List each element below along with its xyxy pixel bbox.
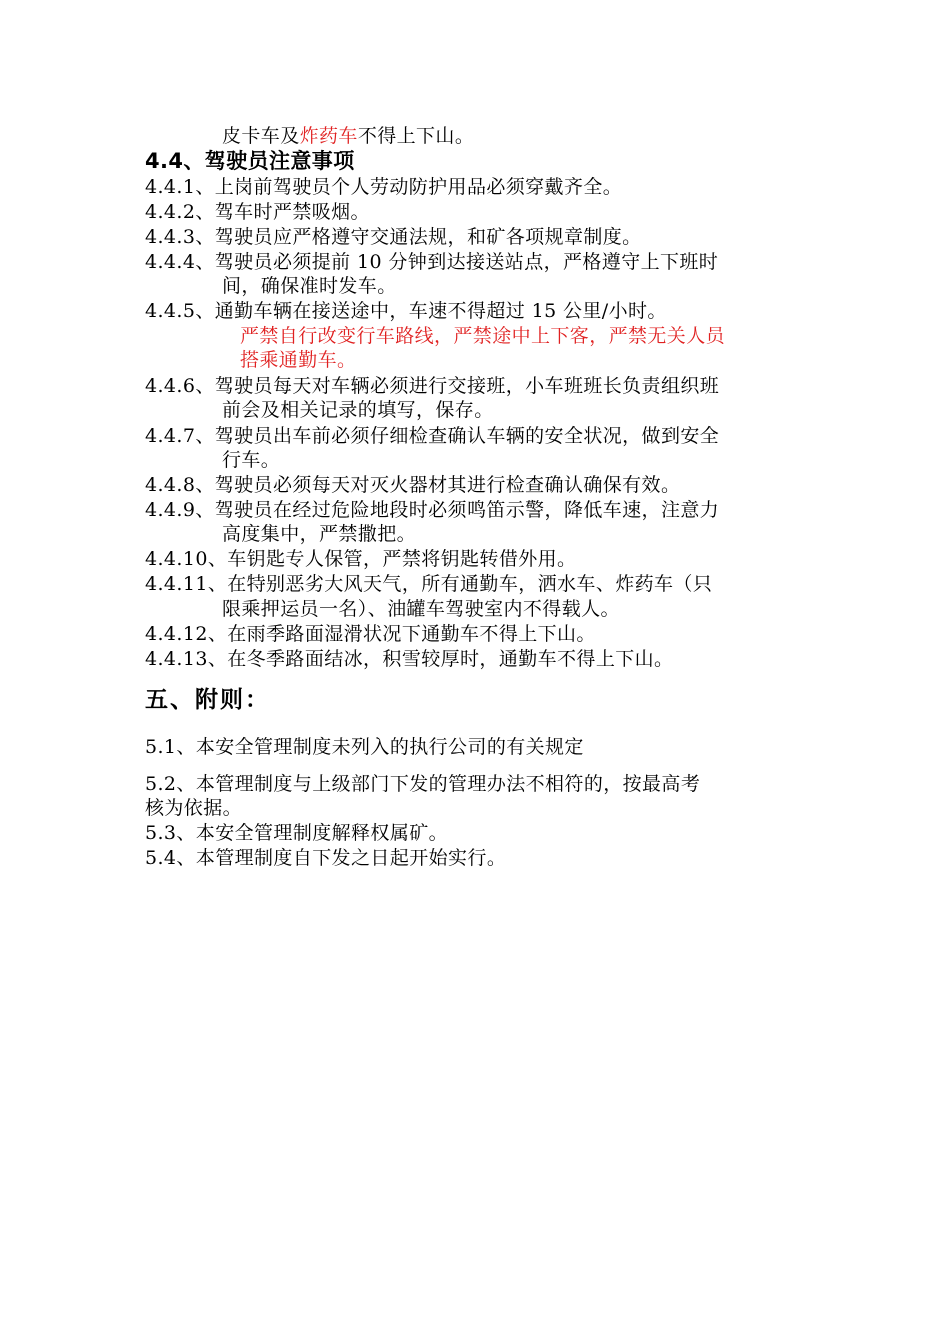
explosive-truck-highlight: 炸药车 [299,125,358,147]
item-4-4-2: 4.4.2、驾车时严禁吸烟。 [145,201,370,223]
item-4-4-12: 4.4.12、在雨季路面湿滑状况下通勤车不得上下山。 [145,623,596,645]
section-4-4-heading: 4.4、驾驶员注意事项 [145,149,355,173]
item-4-4-8: 4.4.8、驾驶员必须每天对灭火器材其进行检查确认确保有效。 [145,474,681,496]
item-4-4-11-line1: 4.4.11、在特别恶劣大风天气，所有通勤车，洒水车、炸药车（只 [145,573,713,595]
item-5-2-line1: 5.2、本管理制度与上级部门下发的管理办法不相符的，按最高考 [145,773,701,795]
item-4-4-4-line2: 间，确保准时发车。 [222,275,397,297]
item-4-4-6-line2: 前会及相关记录的填写，保存。 [222,399,494,421]
chapter-5-heading: 五、附则： [145,687,270,713]
item-4-4-4-line1: 4.4.4、驾驶员必须提前 10 分钟到达接送站点，严格遵守上下班时 [145,251,719,273]
item-5-4: 5.4、本管理制度自下发之日起开始实行。 [145,847,507,869]
item-5-2-line2: 核为依据。 [145,797,243,819]
continued-line [222,124,474,148]
continued-text-post: 不得上下山。 [357,125,475,147]
item-4-4-1: 4.4.1、上岗前驾驶员个人劳动防护用品必须穿戴齐全。 [145,176,623,198]
continued-text-pre: 皮卡车及 [222,125,300,147]
item-4-4-5-warning-line2: 搭乘通勤车。 [240,349,357,371]
item-4-4-9-line2: 高度集中，严禁撒把。 [222,523,417,545]
item-4-4-11-line2: 限乘押运员一名）、油罐车驾驶室内不得载人。 [222,598,620,620]
item-4-4-5: 4.4.5、通勤车辆在接送途中，车速不得超过 15 公里/小时。 [145,300,667,322]
item-4-4-7-line2: 行车。 [222,449,281,471]
item-4-4-6-line1: 4.4.6、驾驶员每天对车辆必须进行交接班，小车班班长负责组织班 [145,375,720,397]
item-4-4-13: 4.4.13、在冬季路面结冰，积雪较厚时，通勤车不得上下山。 [145,648,674,670]
item-4-4-10: 4.4.10、车钥匙专人保管，严禁将钥匙转借外用。 [145,548,577,570]
item-4-4-3: 4.4.3、驾驶员应严格遵守交通法规，和矿各项规章制度。 [145,226,642,248]
item-5-3: 5.3、本安全管理制度解释权属矿。 [145,822,449,844]
item-4-4-9-line1: 4.4.9、驾驶员在经过危险地段时必须鸣笛示警，降低车速，注意力 [145,499,720,521]
item-4-4-5-warning-line1: 严禁自行改变行车路线，严禁途中上下客，严禁无关人员 [240,325,726,347]
item-4-4-7-line1: 4.4.7、驾驶员出车前必须仔细检查确认车辆的安全状况，做到安全 [145,425,720,447]
item-5-1: 5.1、本安全管理制度未列入的执行公司的有关规定 [145,736,584,758]
